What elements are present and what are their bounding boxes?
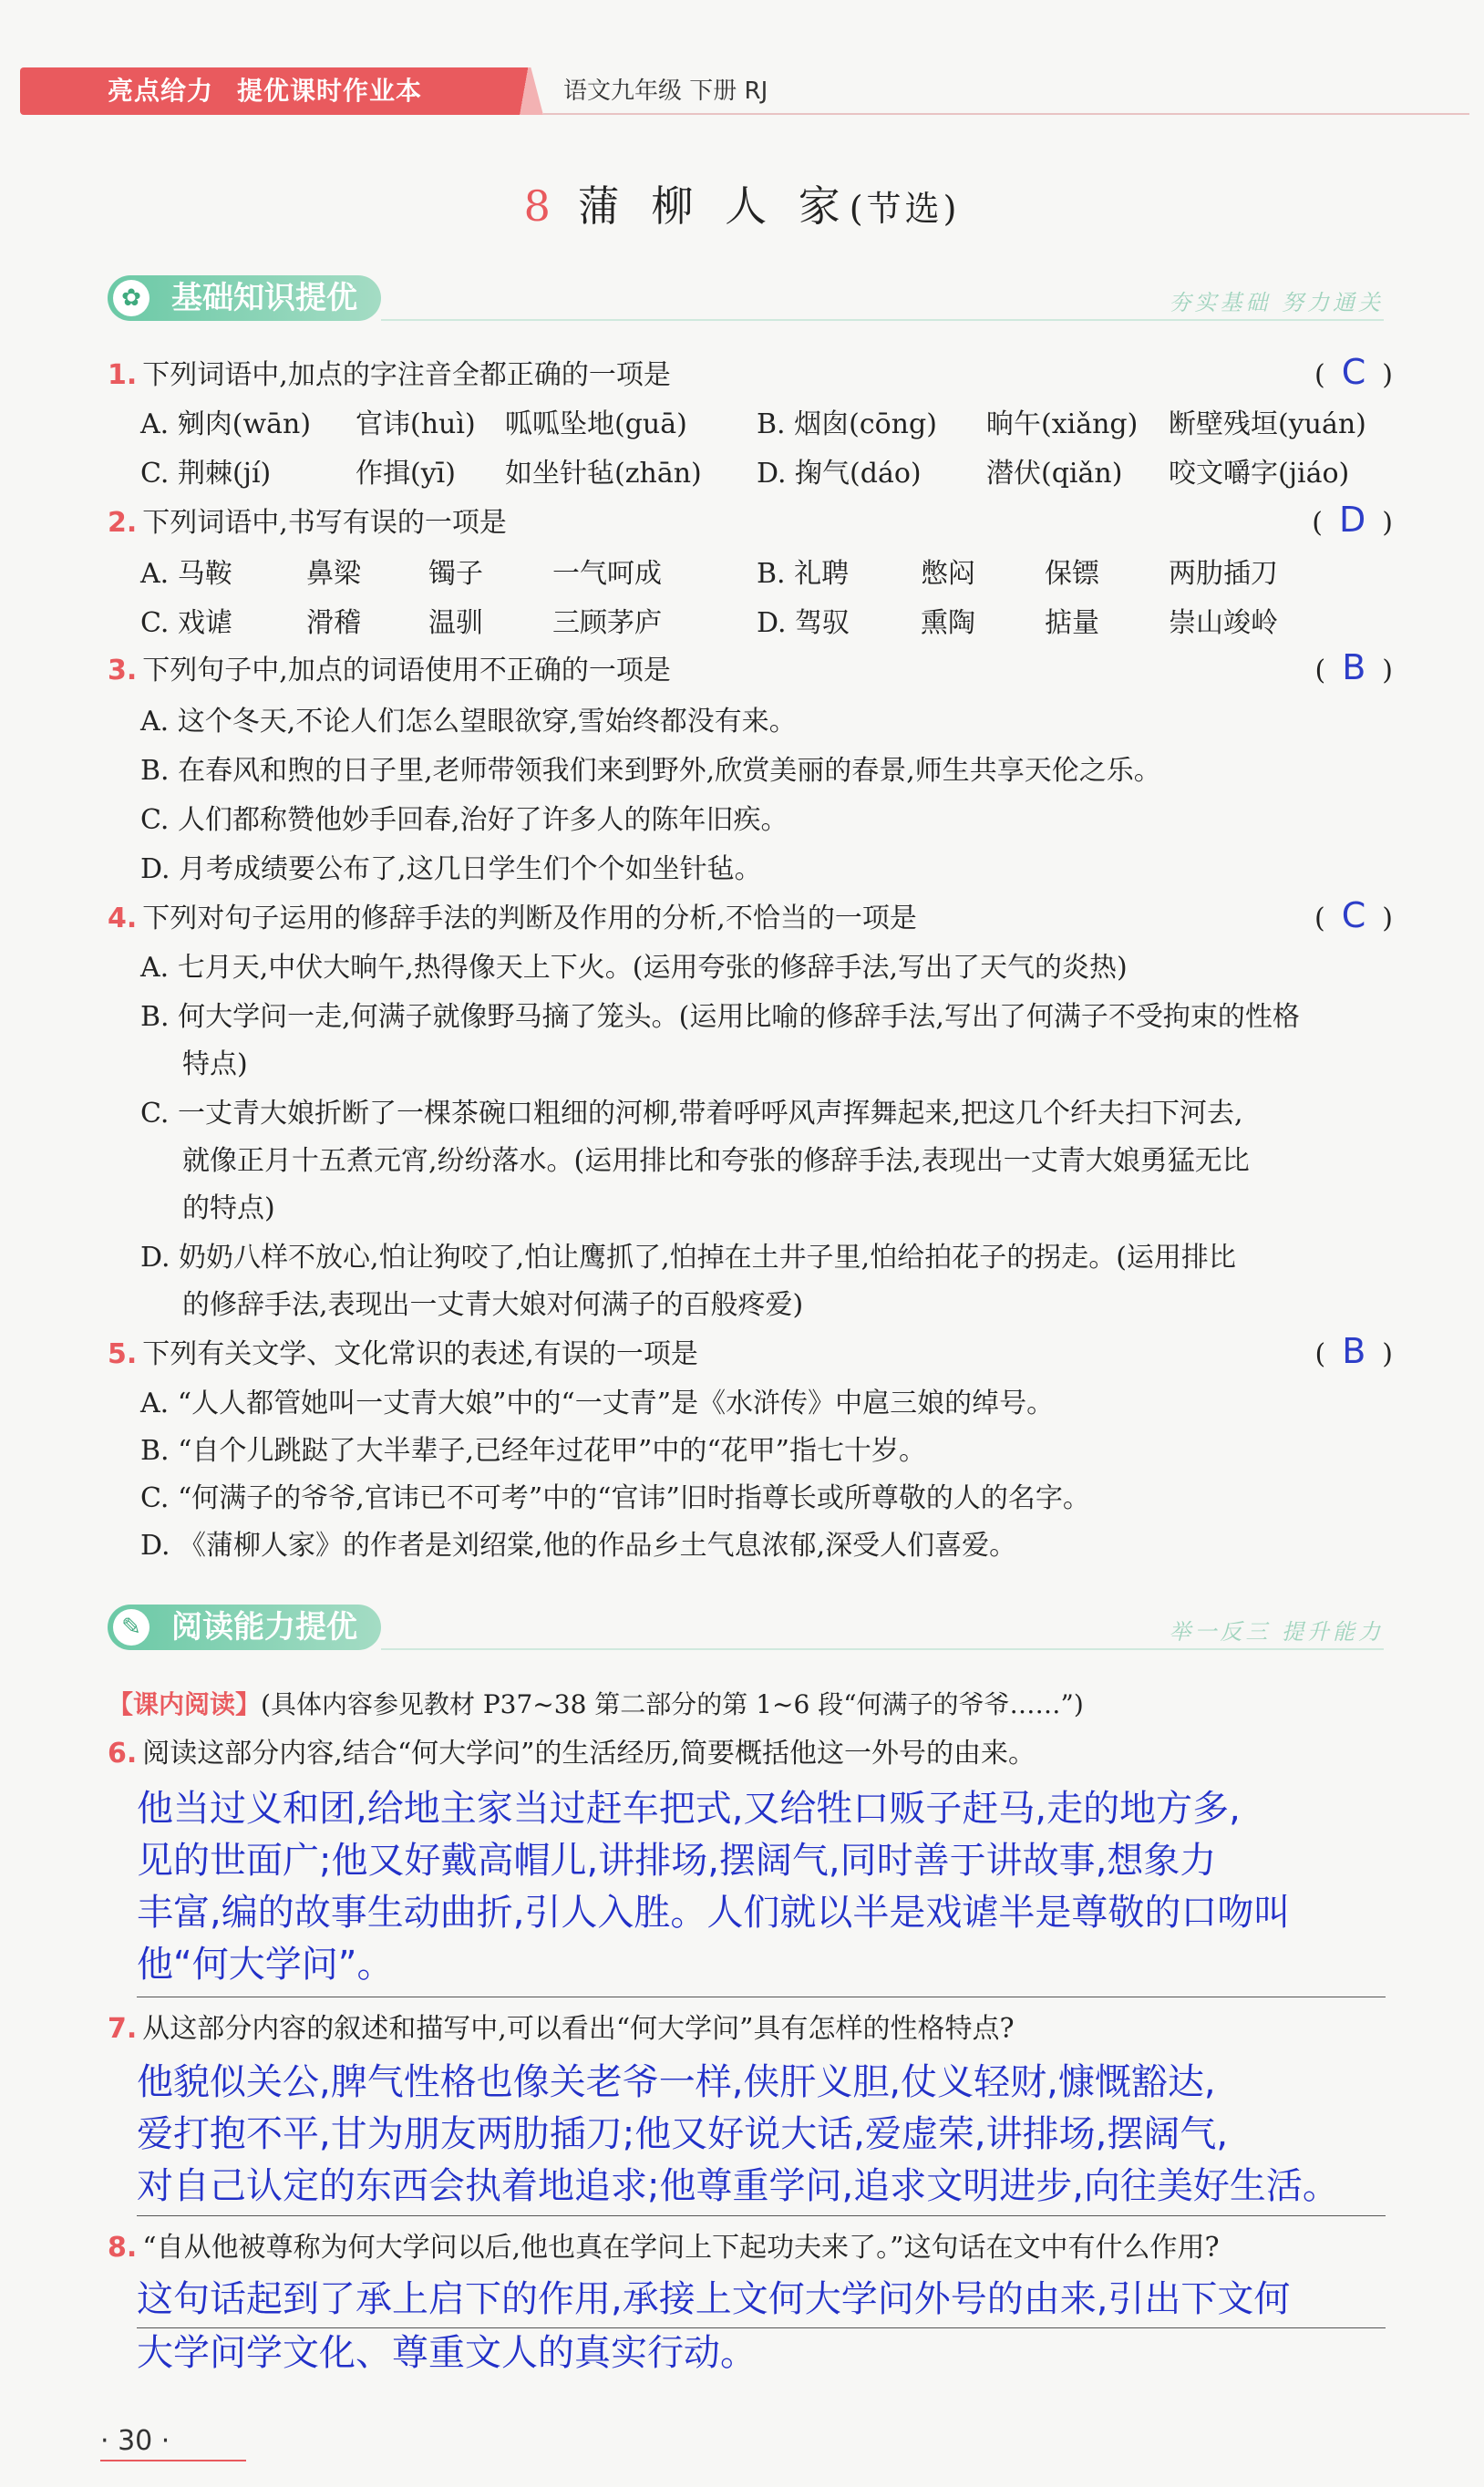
q2-stem [108, 505, 507, 542]
q5-answer: ( B ) [1314, 1331, 1393, 1371]
q7-answer-line: 对自己认定的东西会执着地追求;他尊重学问,追求文明进步,向往美好生活。 [137, 2165, 1339, 2207]
reading-tag: 【课内阅读】 [108, 1689, 262, 1719]
q1-answer: ( C ) [1314, 352, 1393, 392]
q3-number: 3. [108, 655, 138, 686]
q2-option: 两肋插刀 [1169, 558, 1278, 590]
q2-option: 憋闷 [921, 558, 975, 590]
q2-option: C. 戏谑 [140, 607, 232, 639]
section-reading-label: 阅读能力提优 [171, 1609, 357, 1646]
q1-option: 咬文嚼字(jiáo) [1169, 458, 1350, 490]
header-brand: 亮点给力 [108, 76, 214, 106]
q5-option-b: B. “自个儿跳跶了大半辈子,已经年过花甲”中的“花甲”指七十岁。 [140, 1435, 927, 1467]
q7-stem [108, 2011, 1015, 2048]
q3-option-d: D. 月考成绩要公布了,这几日学生们个个如坐针毡。 [140, 853, 762, 885]
sprout-icon: ✿ [113, 280, 149, 316]
reading-note-text: (具体内容参见教材 P37~38 第二部分的第 1~6 段“何满子的爷爷……”) [261, 1689, 1084, 1719]
q1-stem-text: 下列词语中,加点的字注音全都正确的一项是 [142, 359, 671, 391]
q5-number: 5. [108, 1338, 138, 1370]
page-header [20, 67, 1469, 115]
q5-stem-text: 下列有关文学、文化常识的表述,有误的一项是 [142, 1338, 698, 1370]
q7-number: 7. [108, 2013, 138, 2045]
q2-option: A. 马鞍 [140, 558, 232, 590]
q5-option-d: D. 《蒲柳人家》的作者是刘绍棠,他的作品乡土气息浓郁,深受人们喜爱。 [140, 1530, 1017, 1562]
q1-option: 晌午(xiǎng) [986, 408, 1139, 440]
q2-option: 熏陶 [921, 607, 975, 639]
q2-option: 鼻梁 [306, 558, 361, 590]
q7-answer-line: 他貌似关公,脾气性格也像关老爷一样,侠肝义胆,仗义轻财,慷慨豁达, [137, 2061, 1216, 2103]
q4-answer-letter: C [1341, 895, 1366, 935]
q5-stem [108, 1336, 698, 1373]
q4-option-c-cont: 的特点) [182, 1192, 275, 1224]
q2-option: 滑稽 [306, 607, 361, 639]
lesson-title-text: 蒲 柳 人 家 [577, 181, 850, 231]
q3-option-c: C. 人们都称赞他妙手回春,治好了许多人的陈年旧疾。 [140, 804, 788, 836]
q1-option: D. 掬气(dáo) [757, 458, 922, 490]
q3-stem [108, 653, 671, 689]
q6-answer-line: 丰富,编的故事生动曲折,引人入胜。人们就以半是戏谑半是尊敬的口吻叫 [137, 1892, 1291, 1934]
section-reading-banner [108, 1605, 1384, 1650]
q1-option: 如坐针毡(zhān) [505, 458, 702, 490]
q6-stem [108, 1736, 1036, 1772]
pencil-icon: ✎ [113, 1609, 149, 1646]
q4-stem-text: 下列对句子运用的修辞手法的判断及作用的分析,不恰当的一项是 [142, 903, 917, 934]
lesson-number: 8 [523, 181, 551, 231]
q4-option-d-cont: 的修辞手法,表现出一丈青大娘对何满子的百般疼爱) [182, 1289, 804, 1321]
page-number: · 30 · [100, 2425, 170, 2457]
q5-option-a: A. “人人都管她叫一丈青大娘”中的“一丈青”是《水浒传》中扈三娘的绰号。 [140, 1388, 1055, 1419]
q1-option: 呱呱坠地(guā) [505, 408, 687, 440]
section-basic-slogan: 夯实基础 努力通关 [1169, 290, 1384, 315]
header-series: 提优课时作业本 [237, 76, 423, 106]
q1-option: B. 烟囱(cōng) [757, 408, 937, 440]
q8-stem [108, 2230, 1220, 2266]
header-tail-decoration [512, 67, 543, 115]
q7-answer-rule [137, 2215, 1386, 2216]
q4-option-c: C. 一丈青大娘折断了一棵茶碗口粗细的河柳,带着呼呼风声挥舞起来,把这几个纤夫扫下河去, [140, 1098, 1243, 1130]
q3-option-a: A. 这个冬天,不论人们怎么望眼欲穿,雪始终都没有来。 [140, 706, 797, 738]
section-reading-pill [108, 1605, 381, 1650]
q2-option: 温驯 [428, 607, 483, 639]
q2-option: 保镖 [1045, 558, 1099, 590]
q4-number: 4. [108, 903, 138, 934]
q2-option: 掂量 [1045, 607, 1099, 639]
header-divider [543, 113, 1469, 115]
q2-stem-text: 下列词语中,书写有误的一项是 [142, 507, 507, 539]
q2-answer: ( D ) [1312, 500, 1393, 540]
q3-answer-letter: B [1342, 647, 1366, 687]
section-basic-divider [381, 319, 1384, 321]
q2-option: B. 礼聘 [757, 558, 850, 590]
lesson-title [0, 173, 1484, 233]
q8-answer-line: 大学问学文化、尊重文人的真实行动。 [137, 2332, 757, 2374]
q2-option: 镯子 [428, 558, 483, 590]
section-basic-pill [108, 275, 381, 321]
q3-option-b: B. 在春风和煦的日子里,老师带领我们来到野外,欣赏美丽的春景,师生共享天伦之乐。 [140, 755, 1161, 787]
page-number-underline [100, 2460, 246, 2461]
q2-option: 一气呵成 [552, 558, 662, 590]
q6-number: 6. [108, 1738, 138, 1770]
q1-option: A. 剜肉(wān) [140, 408, 312, 440]
reading-note [108, 1687, 1084, 1723]
q1-number: 1. [108, 359, 138, 391]
section-reading-slogan: 举一反三 提升能力 [1169, 1619, 1384, 1645]
q3-answer: ( B ) [1314, 647, 1393, 687]
q1-option: 潜伏(qiǎn) [986, 458, 1123, 490]
q2-option: 崇山竣岭 [1169, 607, 1278, 639]
q4-option-b: B. 何大学问一走,何满子就像野马摘了笼头。(运用比喻的修辞手法,写出了何满子不受拘束的性格 [140, 1001, 1300, 1033]
q8-number: 8. [108, 2232, 138, 2264]
lesson-title-sub: (节选) [849, 189, 961, 229]
q1-option: C. 荆棘(jí) [140, 458, 272, 490]
q1-option: 官讳(huì) [356, 408, 476, 440]
q4-option-d: D. 奶奶八样不放心,怕让狗咬了,怕让鹰抓了,怕掉在土井子里,怕给拍花子的拐走。(运用排比 [140, 1242, 1236, 1274]
q2-option: 三顾茅庐 [552, 607, 662, 639]
q2-number: 2. [108, 507, 138, 539]
q2-answer-letter: D [1339, 500, 1366, 540]
q1-answer-letter: C [1341, 352, 1366, 392]
header-book-info: 语文九年级 下册 RJ [563, 77, 768, 105]
q1-option: 作揖(yī) [356, 458, 456, 490]
q7-stem-text: 从这部分内容的叙述和描写中,可以看出“何大学问”具有怎样的性格特点? [142, 2013, 1015, 2045]
q5-option-c: C. “何满子的爷爷,官讳已不可考”中的“官讳”旧时指尊长或所尊敬的人的名字。 [140, 1482, 1090, 1514]
q4-option-b-cont: 特点) [182, 1048, 248, 1080]
q8-stem-text: “自从他被尊称为何大学问以后,他也真在学问上下起功夫来了。”这句话在文中有什么作用? [142, 2232, 1220, 2264]
section-reading-divider [381, 1648, 1384, 1650]
q5-answer-letter: B [1342, 1331, 1366, 1371]
q4-option-a: A. 七月天,中伏大晌午,热得像天上下火。(运用夸张的修辞手法,写出了天气的炎热) [140, 952, 1128, 984]
q6-answer-line: 见的世面广;他又好戴高帽儿,讲排场,摆阔气,同时善于讲故事,想象力 [137, 1840, 1217, 1882]
q8-answer-line: 这句话起到了承上启下的作用,承接上文何大学问外号的由来,引出下文何 [137, 2278, 1291, 2320]
q6-answer-line: 他“何大学问”。 [137, 1944, 394, 1986]
q7-answer-line: 爱打抱不平,甘为朋友两肋插刀;他又好说大话,爱虚荣,讲排场,摆阔气, [137, 2113, 1229, 2155]
section-basic-banner [108, 275, 1384, 321]
q4-stem [108, 901, 917, 937]
q1-option: 断壁残垣(yuán) [1169, 408, 1366, 440]
section-basic-label: 基础知识提优 [171, 280, 357, 316]
q6-answer-line: 他当过义和团,给地主家当过赶车把式,又给牲口贩子赶马,走的地方多, [137, 1788, 1241, 1830]
q1-stem [108, 357, 671, 394]
q6-stem-text: 阅读这部分内容,结合“何大学问”的生活经历,简要概括他这一外号的由来。 [142, 1738, 1036, 1770]
q4-option-c-cont: 就像正月十五煮元宵,纷纷落水。(运用排比和夸张的修辞手法,表现出一丈青大娘勇猛无比 [182, 1145, 1250, 1177]
q4-answer: ( C ) [1314, 895, 1393, 935]
q3-stem-text: 下列句子中,加点的词语使用不正确的一项是 [142, 655, 671, 686]
q2-option: D. 驾驭 [757, 607, 850, 639]
header-brand-bar [20, 67, 512, 115]
